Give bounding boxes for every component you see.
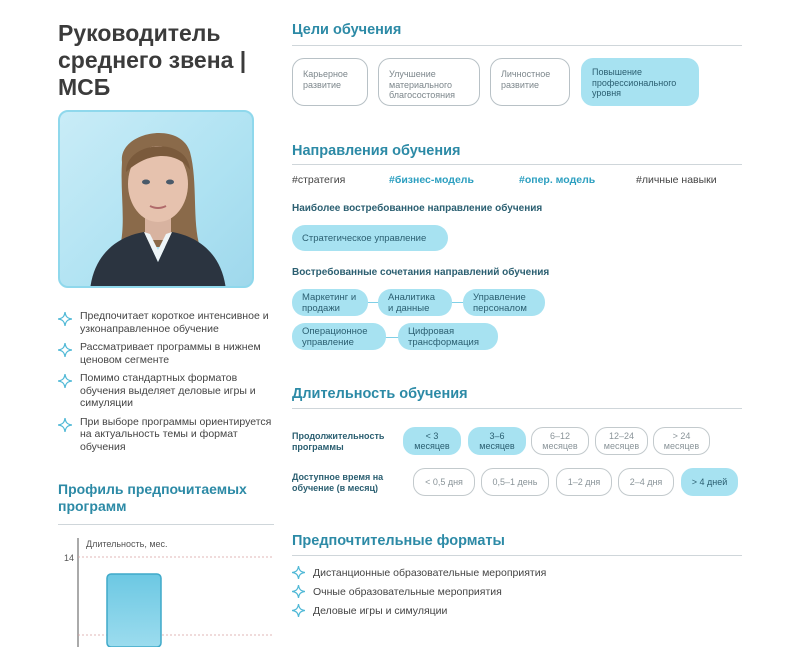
length-option: > 24 месяцев (653, 427, 710, 455)
time-option: 0,5–1 день (481, 468, 549, 496)
combo-pill: Операционное управление (292, 323, 386, 350)
program-length-label: Продолжительность программы (292, 431, 385, 452)
available-time-label: Доступное время на обучение (в месяц) (292, 472, 384, 493)
top-direction-pill: Стратегическое управление (292, 225, 448, 251)
combo-pill: Аналитика и данные (378, 289, 452, 316)
goal-personal: Личностное развитие (490, 58, 570, 106)
persona-title: Руководитель среднего звена | МСБ (58, 20, 247, 100)
top-direction-label: Наиболее востребованное направление обучения (292, 203, 543, 214)
combo-pill: Цифровая трансформация (398, 323, 498, 350)
sparkle-icon (58, 418, 72, 432)
divider (292, 555, 742, 556)
connector (450, 302, 464, 303)
divider (58, 524, 274, 525)
divider (292, 408, 742, 409)
length-option: 6–12 месяцев (531, 427, 589, 455)
goal-professional: Повышение профессионального уровня (581, 58, 699, 106)
combo-pill: Управление персоналом (463, 289, 545, 316)
format-item: Очные образовательные мероприятия (292, 585, 502, 598)
duration-chart (58, 530, 274, 647)
sparkle-icon (58, 343, 72, 357)
length-option: 3–6 месяцев (468, 427, 526, 455)
list-item (58, 310, 278, 335)
divider (292, 45, 742, 46)
sparkle-icon (58, 374, 72, 388)
formats-title: Предпочтительные форматы (292, 533, 505, 549)
time-option: 2–4 дня (618, 468, 674, 496)
time-option: > 4 дней (681, 468, 738, 496)
length-option: < 3 месяцев (403, 427, 461, 455)
y-axis-label: Длительность, мес. (86, 539, 168, 549)
sparkle-icon (292, 585, 305, 598)
time-option: < 0,5 дня (413, 468, 475, 496)
combos-label: Востребованные сочетания направлений обучения (292, 267, 550, 278)
goal-wellbeing: Улучшение материального благосостояния (378, 58, 480, 106)
trait-text: Помимо стандартных форматов обучения выделяет деловые игры и симуляции (80, 372, 256, 409)
combo-pill: Маркетинг и продажи (292, 289, 368, 316)
directions-title: Направления обучения (292, 143, 461, 159)
sparkle-icon (58, 312, 72, 326)
trait-text: При выборе программы ориентируется на актуальность темы и формат обучения (80, 415, 272, 453)
traits-list (58, 310, 278, 459)
format-item: Деловые игры и симуляции (292, 604, 447, 617)
list-item (58, 341, 278, 366)
sparkle-icon (292, 604, 305, 617)
chart-bar (107, 574, 161, 647)
persona-photo (58, 110, 254, 288)
divider (292, 164, 742, 165)
goal-career: Карьерное развитие (292, 58, 368, 106)
y-tick-label: 14 (64, 553, 75, 563)
profile-title: Профиль предпочитаемых программ (58, 481, 247, 514)
sparkle-icon (292, 566, 305, 579)
format-item: Дистанционные образовательные мероприятия (292, 566, 546, 579)
duration-title: Длительность обучения (292, 386, 468, 402)
trait-text: Предпочитает короткое интенсивное и узконаправленное обучение (80, 310, 269, 335)
tag-business-model: #бизнес-модель (389, 174, 474, 186)
list-item (58, 416, 278, 454)
list-item (58, 372, 278, 410)
woman-portrait-icon (60, 112, 254, 288)
time-option: 1–2 дня (556, 468, 612, 496)
tag-strategy: #стратегия (292, 174, 346, 186)
length-option: 12–24 месяцев (595, 427, 648, 455)
tag-soft-skills: #личные навыки (636, 174, 717, 186)
trait-text: Рассматривает программы в нижнем ценовом сегменте (80, 341, 261, 366)
goals-title: Цели обучения (292, 22, 402, 38)
tag-oper-model: #опер. модель (519, 174, 596, 186)
